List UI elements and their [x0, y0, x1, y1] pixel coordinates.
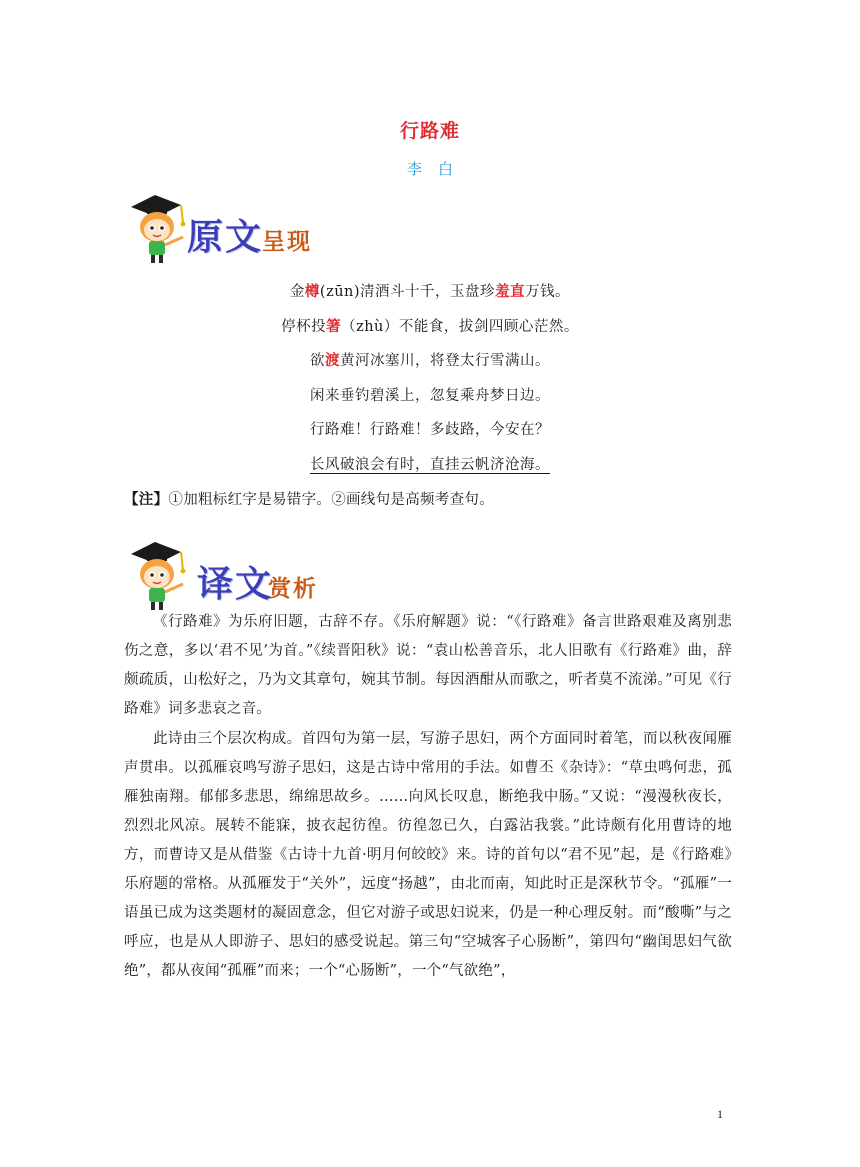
error-prone-char: 樽: [304, 283, 320, 300]
poem-text: 欲: [310, 353, 325, 369]
poem-line: 闲来垂钓碧溪上，忽复乘舟梦日边。: [310, 387, 550, 404]
poem-title: 行路难: [399, 120, 460, 142]
poem-line: 行路难！行路难！多歧路，今安在？: [310, 422, 550, 438]
poem-text: 黄河冰塞川，将登太行雪满山。: [340, 353, 550, 369]
note-text: ①加粗标红字是易错字。②画线句是高频考查句。: [168, 492, 495, 508]
key-line-text: 长风破浪会有时，直挂云帆济沧海。: [310, 456, 550, 473]
banner-heading: 译文: [197, 563, 274, 605]
poem-text: (zūn)清酒斗十千，玉盘珍: [319, 284, 496, 300]
poem-author: 李白: [406, 160, 469, 178]
poem-text: 万钱。: [525, 284, 571, 300]
error-prone-char: 渡: [325, 352, 340, 369]
mascot-graduate-icon: [125, 540, 193, 612]
poem-line: [0, 280, 860, 315]
poem-text: （zhù）不能食，拔剑四顾心茫然。: [341, 318, 579, 335]
poem-line-underlined: [0, 453, 860, 488]
mascot-graduate-icon: [125, 193, 193, 265]
banner-subheading: 呈现: [262, 228, 312, 255]
section-banner-original-text: [125, 193, 385, 263]
section-banner-translation: [125, 540, 385, 610]
poem-text: 金: [289, 284, 305, 300]
error-prone-char: 羞直: [495, 283, 526, 300]
banner-subheading: 赏析: [268, 575, 318, 602]
poem-body: [0, 280, 860, 487]
paragraph: 《行路难》为乐府旧题，古辞不存。《乐府解题》说：“《行路难》备言世路艰难及离别悲伤之意，多以‘君不见’为首。”《续晋阳秋》说：“袁山松善音乐，北人旧歌有《行路难》曲，辞颇疏质，山松好之，乃为文其章句，婉其节制。每因酒酣从而歌之，听者莫不流涕。”可见《行路难》词多悲哀之音。: [124, 614, 732, 717]
page-number: 1: [717, 1107, 723, 1121]
poem-text: 停杯投: [281, 318, 327, 335]
paragraph: 此诗由三个层次构成。首四句为第一层，写游子思妇，两个方面同时着笔，而以秋夜闻雁声贯串。以孤雁哀鸣写游子思妇，这是古诗中常用的手法。如曹丕《杂诗》：“草虫鸣何悲，孤雁独南翔。郁郁多悲思，绵绵思故乡。……向风长叹息，断绝我中肠。”又说：“漫漫秋夜长，烈烈北风凉。展转不能寐，披衣起彷徨。彷徨忽已久，白露沾我裳。”此诗颇有化用曹诗的地方，而曹诗又是从借鉴《古诗十九首·明月何皎皎》来。诗的首句以“君不见”起，是《行路难》乐府题的常格。从孤雁发于“关外”，远度“扬越”，由北而南，知此时正是深秋节令。“孤雁”一语虽已成为这类题材的凝固意念，但它对游子或思妇说来，仍是一种心理反射。而“酸嘶”与之呼应，也是从人即游子、思妇的感受说起。第三句“空城客子心肠断”，第四句“幽闺思妇气欲绝”，都从夜闻“孤雁”而来；一个“心肠断”，一个“气欲绝”，: [124, 731, 732, 979]
poem-line: [0, 349, 860, 384]
note-label: 【注】: [124, 491, 169, 508]
commentary-body: [124, 608, 732, 987]
banner-heading: 原文: [187, 216, 264, 258]
note: [124, 488, 494, 509]
error-prone-char: 箸: [326, 317, 342, 335]
poem-line: [0, 315, 860, 350]
